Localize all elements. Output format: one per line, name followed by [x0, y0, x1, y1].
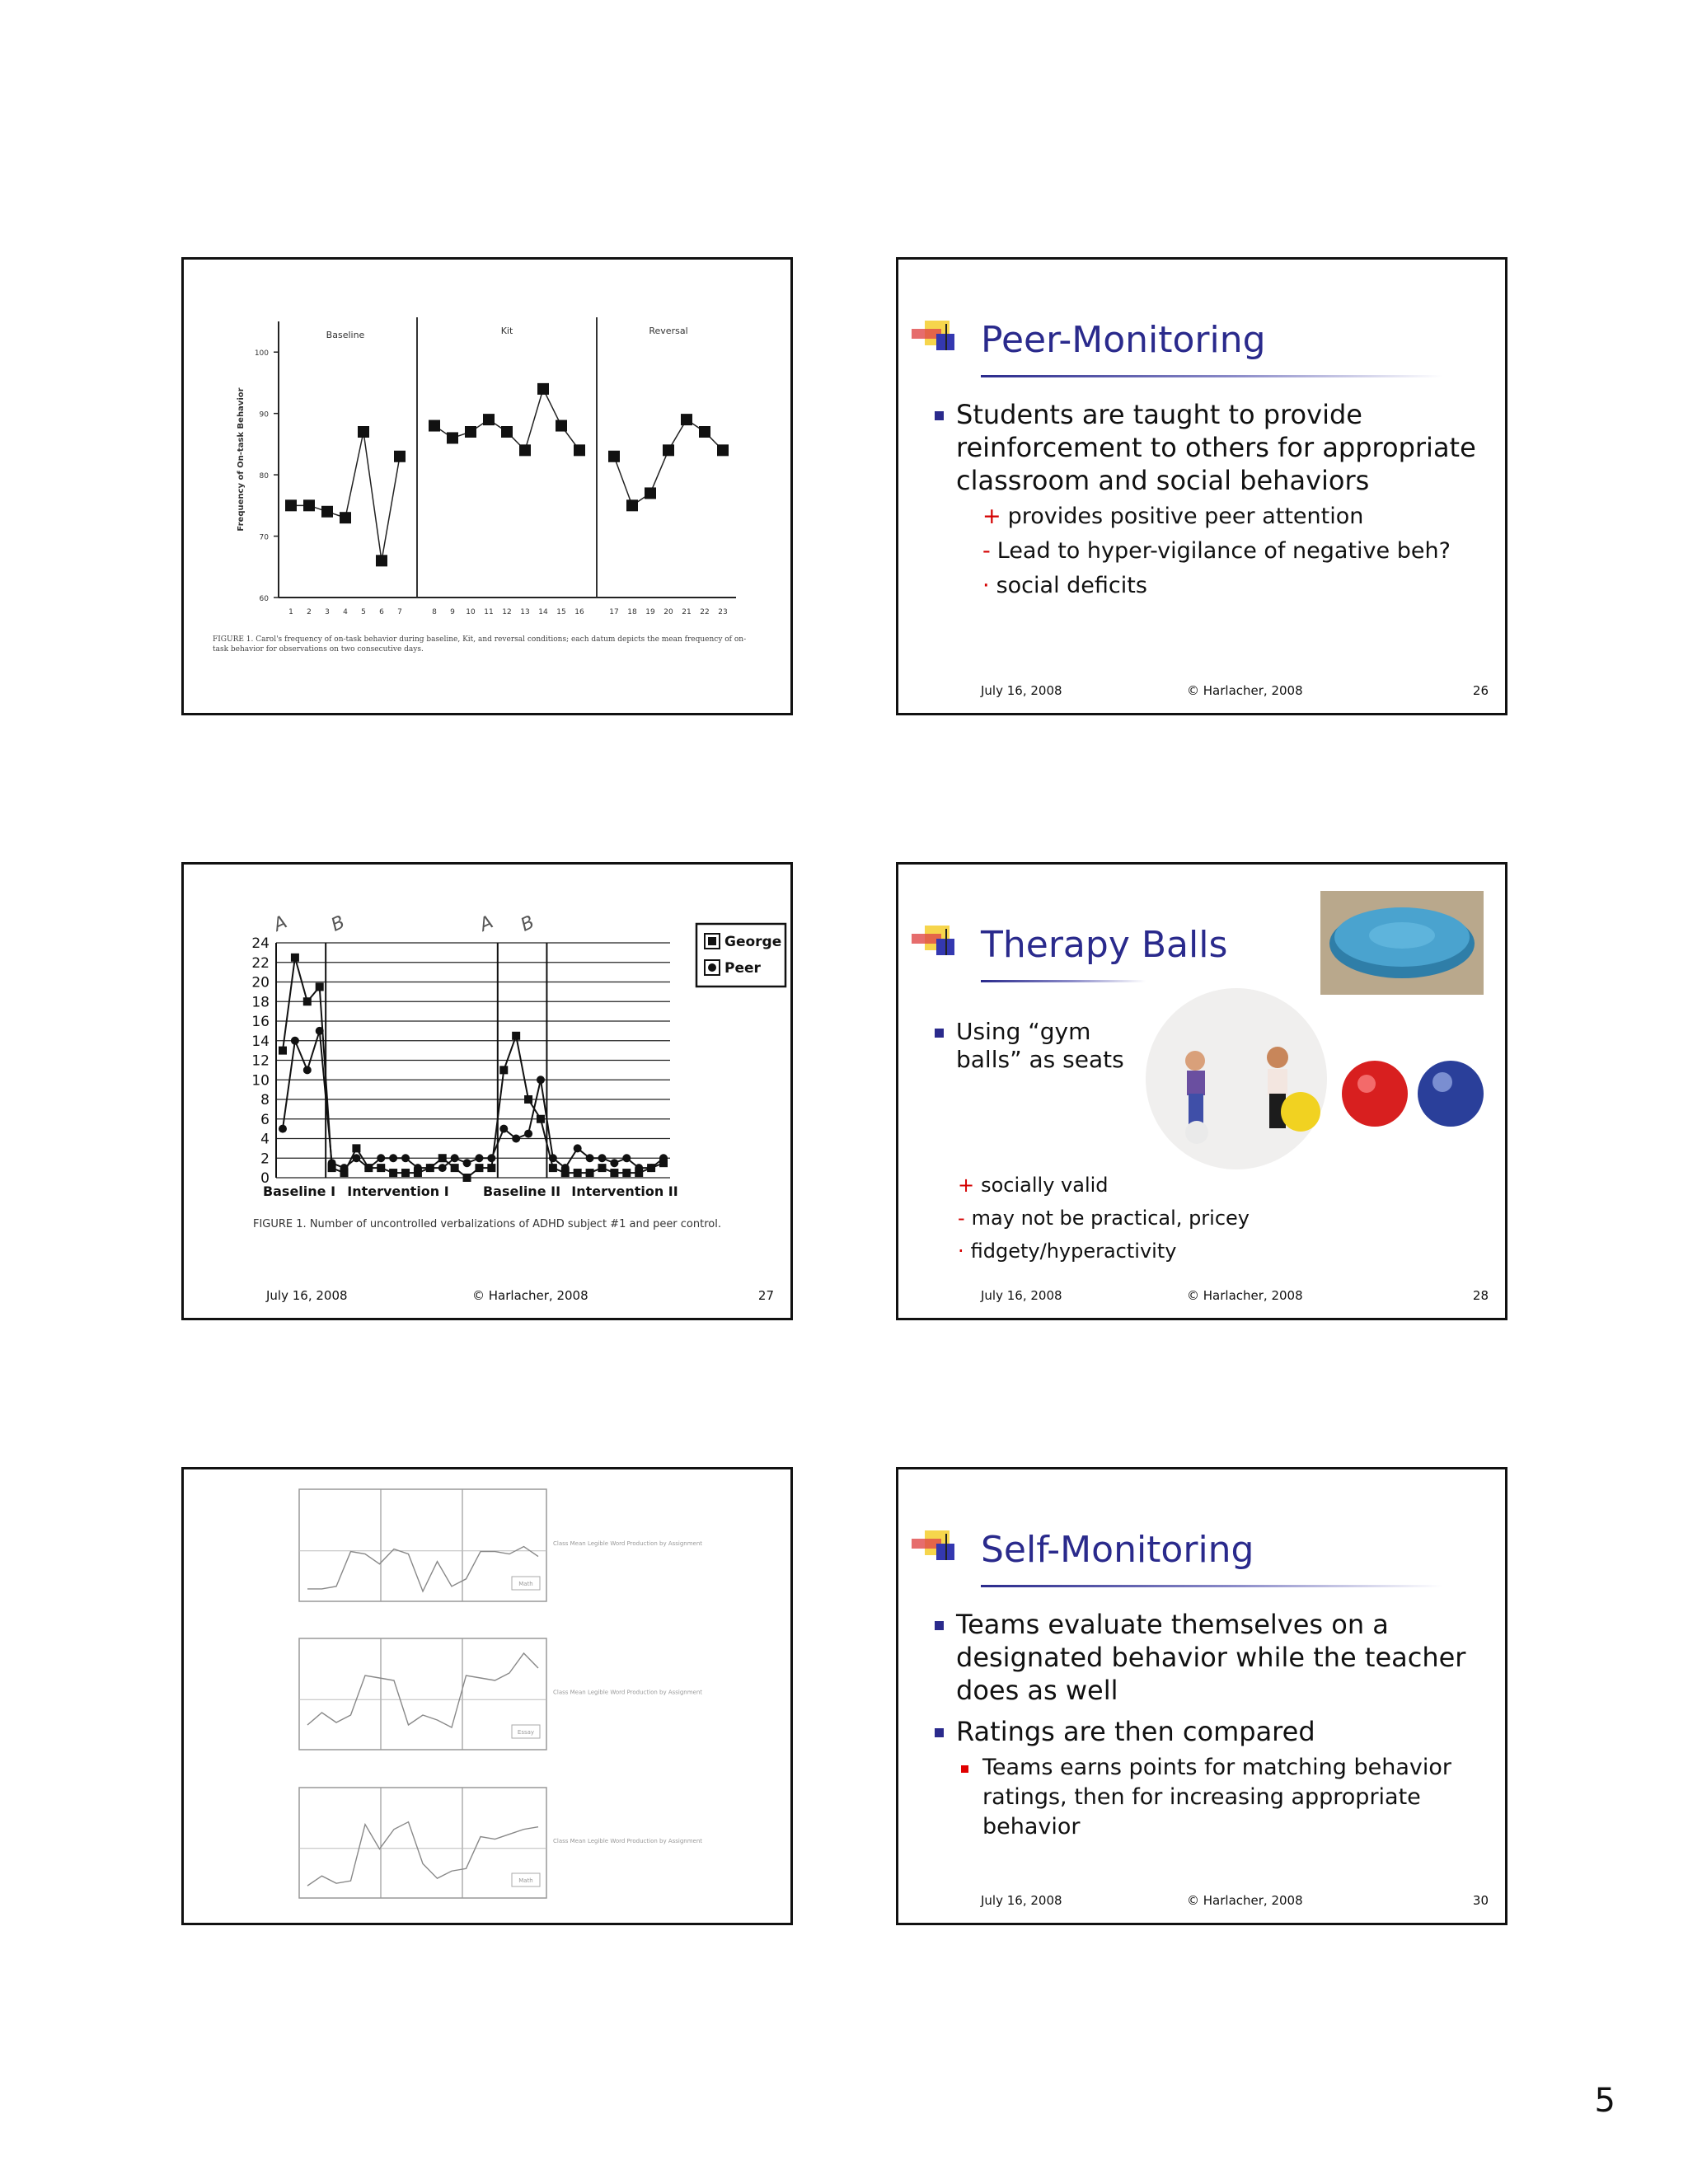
peer-point — [316, 1027, 324, 1035]
pros-cons-list — [931, 1171, 1250, 1270]
george-point — [622, 1169, 631, 1177]
peer-point — [659, 1154, 668, 1162]
y-tick-label: 12 — [251, 1052, 270, 1070]
legend-peer-fill — [708, 963, 716, 972]
peer-point — [291, 1037, 299, 1045]
peer-point — [574, 1144, 582, 1152]
footer-date: July 16, 2008 — [981, 1288, 1062, 1303]
sub-bullet-list — [956, 1753, 1492, 1842]
peer-point — [610, 1159, 618, 1167]
phase-label: Baseline I — [262, 1183, 336, 1199]
y-tick-label: 8 — [260, 1092, 270, 1108]
bullet-square-icon — [935, 1029, 944, 1038]
george-point — [352, 1144, 360, 1152]
george-point — [463, 1174, 471, 1182]
data-point — [483, 414, 495, 425]
x-tick-label: 19 — [645, 608, 655, 616]
george-point — [586, 1169, 594, 1177]
page-number: 5 — [1594, 2082, 1615, 2120]
pros-cons-list — [956, 502, 1492, 601]
x-tick-label: 11 — [484, 608, 494, 616]
y-tick-label: 100 — [254, 349, 269, 359]
george-point — [549, 1164, 557, 1172]
bullet-square-icon — [935, 1621, 944, 1630]
peer-point — [561, 1164, 570, 1172]
footer-copyright: © Harlacher, 2008 — [1187, 1288, 1303, 1303]
sub-bullet-item: Teams earns points for matching behavior ratings, then for increasing appropriate behavior — [956, 1753, 1492, 1842]
x-tick-label: 21 — [682, 608, 692, 616]
data-point — [574, 444, 585, 456]
bullet-item: Using “gym balls” as seats — [931, 1018, 1154, 1074]
data-point — [556, 420, 567, 432]
footer-slide-number: 30 — [1472, 1893, 1489, 1908]
y-tick-label: 70 — [259, 533, 269, 542]
bullet-square-icon — [935, 1728, 944, 1737]
panel-frame — [299, 1638, 546, 1750]
x-tick-label: 15 — [556, 608, 566, 616]
phase-label: Reversal — [649, 326, 688, 336]
figure-caption: FIGURE 1. Carol's frequency of on-task behavior during baseline, Kit, and reversal conditions; each datum depicts the mean frequency of on-task behavior for observations on two consecutive days. — [213, 635, 747, 654]
bullet-list — [931, 1608, 1492, 1850]
condition-label: Essay — [517, 1729, 535, 1736]
y-tick-label: 18 — [251, 994, 270, 1011]
peer-point — [537, 1076, 545, 1084]
y-tick-label: 0 — [260, 1170, 270, 1187]
y-tick-label: 22 — [251, 954, 270, 972]
title-underline — [981, 375, 1442, 377]
x-tick-label: 13 — [520, 608, 530, 616]
data-point — [519, 444, 531, 456]
footer-slide-number: 28 — [1472, 1288, 1489, 1303]
footer-date: July 16, 2008 — [981, 683, 1062, 698]
note-item: · fidgety/hyperactivity — [958, 1240, 1177, 1263]
data-point — [376, 555, 387, 566]
data-point — [465, 426, 476, 438]
george-point — [524, 1095, 532, 1104]
data-line — [291, 432, 400, 560]
george-point — [487, 1164, 495, 1172]
balance-disc-image — [1320, 891, 1484, 995]
george-point — [401, 1169, 410, 1177]
x-tick-label: 7 — [397, 608, 402, 616]
x-tick-label: 23 — [718, 608, 728, 616]
peer-point — [451, 1154, 459, 1162]
peer-point — [586, 1154, 594, 1162]
y-tick-label: 60 — [259, 595, 269, 603]
bullet-list — [931, 398, 1492, 609]
kids-on-gym-balls-image — [1146, 988, 1492, 1169]
george-point — [389, 1169, 397, 1177]
x-tick-label: 16 — [574, 608, 584, 616]
bullet-list — [931, 1018, 1154, 1082]
george-point — [537, 1115, 545, 1123]
data-point — [626, 499, 638, 511]
peer-point — [475, 1154, 483, 1162]
data-line — [307, 1653, 538, 1727]
title-decoration-icon — [898, 865, 989, 955]
george-point — [451, 1164, 459, 1172]
y-tick-label: 14 — [251, 1033, 270, 1050]
peer-point — [303, 1066, 312, 1074]
slide-footer — [898, 683, 1505, 703]
peer-point — [438, 1164, 447, 1172]
title-underline — [981, 1585, 1442, 1587]
slide-footer — [898, 1893, 1505, 1913]
data-point — [681, 414, 692, 425]
data-point — [501, 426, 513, 438]
figure-caption: FIGURE 1. Number of uncontrolled verbalizations of ADHD subject #1 and peer control. — [253, 1218, 721, 1230]
y-tick-label: 24 — [251, 935, 270, 952]
george-point — [598, 1164, 606, 1172]
x-tick-label: 1 — [288, 608, 293, 616]
footer-slide-number: 26 — [1472, 683, 1489, 698]
pro-item: + socially valid — [958, 1174, 1109, 1197]
peer-point — [622, 1154, 631, 1162]
peer-point — [598, 1154, 606, 1162]
x-tick-label: 9 — [450, 608, 455, 616]
bullet-item: Students are taught to provide reinforcement to others for appropriate classroom and social behaviors + provides positive peer attention - Lead to hyper-vigilance of negative beh? · social deficits — [931, 398, 1492, 601]
bullet-square-icon — [935, 411, 944, 420]
panel-frame — [299, 1489, 546, 1601]
peer-point — [499, 1125, 508, 1133]
george-point — [610, 1169, 618, 1177]
title-decoration-icon — [898, 1469, 989, 1560]
george-point — [512, 1032, 520, 1040]
george-point — [377, 1164, 385, 1172]
x-tick-label: 3 — [325, 608, 330, 616]
footer-date: July 16, 2008 — [266, 1288, 348, 1303]
phase-label: Intervention II — [571, 1183, 678, 1199]
slide-footer — [898, 1288, 1505, 1308]
data-point — [645, 487, 656, 499]
peer-point — [414, 1164, 422, 1172]
data-point — [537, 383, 549, 395]
y-tick-label: 16 — [251, 1014, 270, 1030]
x-tick-label: 4 — [343, 608, 348, 616]
peer-point — [401, 1154, 410, 1162]
condition-label: Math — [518, 1877, 533, 1884]
footer-date: July 16, 2008 — [981, 1893, 1062, 1908]
george-point — [316, 982, 324, 991]
george-point — [475, 1164, 483, 1172]
data-point — [447, 432, 458, 443]
condition-label: Math — [518, 1581, 533, 1587]
y-tick-label: 90 — [259, 410, 269, 419]
peer-point — [279, 1125, 287, 1133]
slide-peer-monitoring — [896, 257, 1507, 715]
slide-footer — [184, 1288, 790, 1308]
slide-title: Self-Monitoring — [981, 1529, 1254, 1571]
x-tick-label: 22 — [700, 608, 710, 616]
peer-point — [364, 1164, 373, 1172]
phase-label: Kit — [500, 326, 513, 336]
data-line — [307, 1822, 538, 1886]
handwritten-annotation: B — [518, 912, 538, 936]
word-production-charts — [184, 1469, 790, 1923]
legend-george-fill — [708, 937, 716, 945]
phase-label: Baseline II — [482, 1183, 561, 1199]
x-tick-label: 2 — [307, 608, 312, 616]
george-point — [499, 1066, 508, 1074]
phase-label: Intervention I — [347, 1183, 449, 1199]
bullet-item: Teams evaluate themselves on a designated behavior while the teacher does as well — [931, 1608, 1492, 1707]
slide-self-monitoring — [896, 1467, 1507, 1925]
x-tick-label: 14 — [538, 608, 548, 616]
slide-word-production-charts — [181, 1467, 793, 1925]
legend-george-label: George — [724, 934, 782, 950]
peer-point — [340, 1164, 349, 1172]
slide-title: Therapy Balls — [981, 924, 1228, 966]
data-point — [699, 426, 710, 438]
y-tick-label: 20 — [251, 974, 270, 991]
sub-bullet-square-icon — [961, 1765, 968, 1773]
peer-point — [524, 1130, 532, 1138]
george-point — [438, 1154, 447, 1162]
handwritten-annotation: A — [476, 912, 497, 936]
title-underline — [981, 980, 1146, 982]
peer-point — [328, 1159, 336, 1167]
x-tick-label: 5 — [361, 608, 366, 616]
title-decoration-icon — [898, 260, 989, 350]
george-point — [291, 954, 299, 962]
legend-peer-label: Peer — [724, 960, 761, 977]
data-line — [307, 1547, 538, 1591]
verbalizations-chart — [184, 865, 790, 1277]
slide-therapy-balls — [896, 862, 1507, 1320]
bullet-item: Ratings are then compared Teams earns points for matching behavior ratings, then for increasing appropriate behavior — [931, 1715, 1492, 1842]
series-line — [283, 958, 663, 1178]
pro-item: + provides positive peer attention — [982, 504, 1364, 529]
slide-ontask-chart — [181, 257, 793, 715]
data-point — [358, 426, 369, 438]
con-item: - may not be practical, pricey — [958, 1207, 1250, 1230]
x-tick-label: 10 — [466, 608, 476, 616]
x-tick-label: 18 — [627, 608, 637, 616]
handwritten-annotation: B — [328, 912, 349, 936]
handwritten-annotation: A — [270, 912, 291, 936]
y-tick-label: 2 — [260, 1151, 270, 1168]
panel-label: Class Mean Legible Word Production by Assignment — [553, 1689, 703, 1696]
slide-verbalizations-chart — [181, 862, 793, 1320]
panel-frame — [299, 1788, 546, 1898]
peer-point — [426, 1164, 434, 1172]
peer-point — [647, 1164, 655, 1172]
phase-label: Baseline — [326, 330, 365, 340]
x-tick-label: 8 — [432, 608, 437, 616]
peer-point — [463, 1159, 471, 1167]
george-point — [279, 1047, 287, 1055]
ontask-chart — [184, 260, 790, 713]
data-point — [717, 444, 729, 456]
y-tick-label: 6 — [260, 1111, 270, 1128]
data-point — [608, 451, 620, 462]
data-point — [663, 444, 674, 456]
footer-slide-number: 27 — [757, 1288, 774, 1303]
peer-point — [487, 1154, 495, 1162]
data-point — [429, 420, 440, 432]
panel-label: Class Mean Legible Word Production by Assignment — [553, 1540, 703, 1547]
data-point — [321, 506, 333, 518]
data-point — [340, 512, 351, 523]
y-tick-label: 80 — [259, 472, 269, 481]
peer-point — [512, 1135, 520, 1143]
x-tick-label: 20 — [663, 608, 673, 616]
note-item: · social deficits — [982, 573, 1147, 598]
footer-copyright: © Harlacher, 2008 — [1187, 1893, 1303, 1908]
data-point — [394, 451, 406, 462]
x-tick-label: 6 — [379, 608, 384, 616]
data-point — [303, 499, 315, 511]
george-point — [574, 1169, 582, 1177]
con-item: - Lead to hyper-vigilance of negative beh? — [982, 538, 1451, 564]
slide-title: Peer-Monitoring — [981, 319, 1266, 361]
george-point — [303, 997, 312, 1005]
peer-point — [389, 1154, 397, 1162]
peer-point — [635, 1164, 643, 1172]
x-tick-label: 12 — [502, 608, 512, 616]
y-axis-label: Frequency of On-task Behavior — [237, 387, 246, 532]
y-tick-label: 10 — [251, 1072, 270, 1090]
x-tick-label: 17 — [609, 608, 619, 616]
peer-point — [549, 1154, 557, 1162]
data-point — [285, 499, 297, 511]
peer-point — [377, 1154, 385, 1162]
peer-point — [352, 1154, 360, 1162]
footer-copyright: © Harlacher, 2008 — [1187, 683, 1303, 698]
panel-label: Class Mean Legible Word Production by Assignment — [553, 1838, 703, 1844]
footer-copyright: © Harlacher, 2008 — [472, 1288, 588, 1303]
y-tick-label: 4 — [260, 1131, 270, 1148]
